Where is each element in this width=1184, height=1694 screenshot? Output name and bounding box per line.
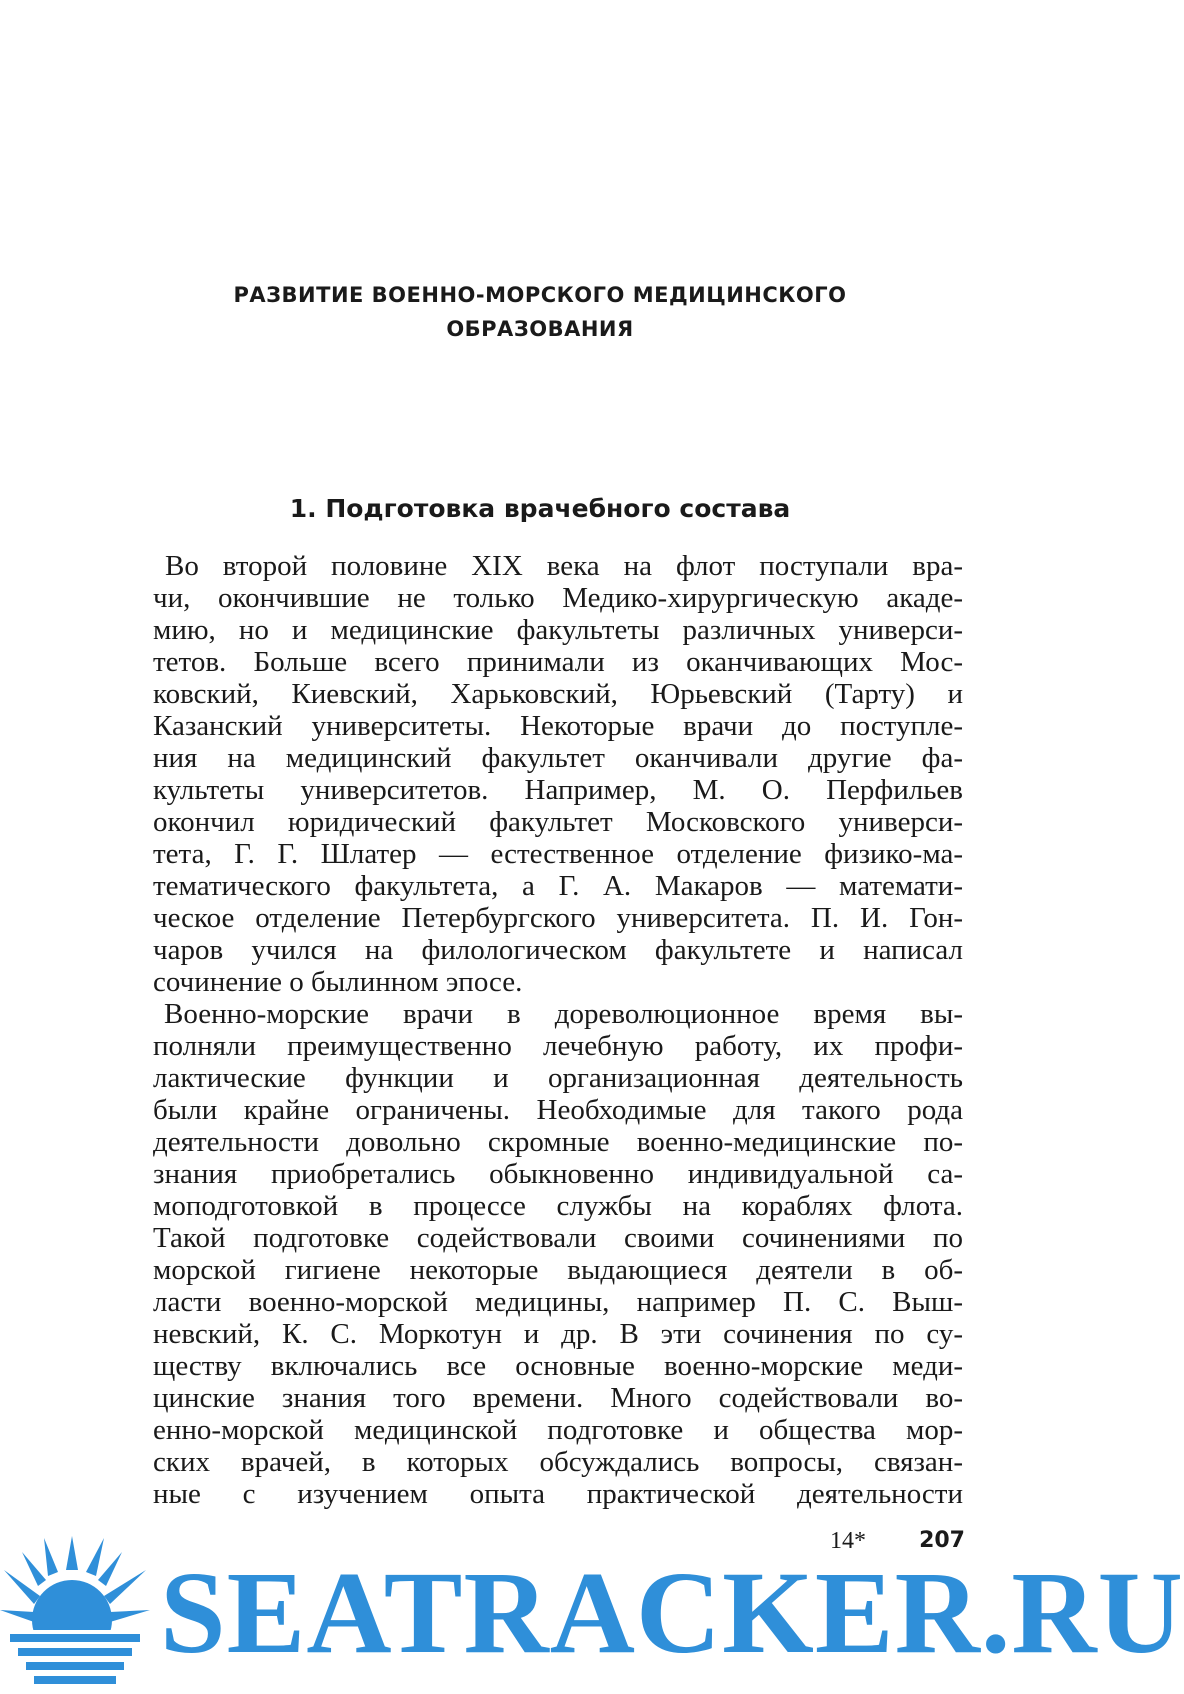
text-line: ковский, Киевский, Харьковский, Юрьевский (Тарту) и: [153, 678, 963, 710]
text-line: ских врачей, в которых обсуждались вопросы, связан-: [153, 1446, 963, 1478]
text-line: ческое отделение Петербургского университета. П. И. Гон-: [153, 902, 963, 934]
text-line: Казанский университеты. Некоторые врачи до поступле-: [153, 710, 963, 742]
text-line: культеты университетов. Например, М. О. Перфильев: [153, 774, 963, 806]
sun-icon: [0, 1530, 160, 1694]
text-line: тематического факультета, а Г. А. Макаров — математи-: [153, 870, 963, 902]
chapter-title-line-1: РАЗВИТИЕ ВОЕННО-МОРСКОГО МЕДИЦИНСКОГО: [233, 283, 847, 307]
text-line: ласти военно-морской медицины, например П. С. Выш-: [153, 1286, 963, 1318]
text-line: ществу включались все основные военно-морские меди-: [153, 1350, 963, 1382]
text-line: лактические функции и организационная деятельность: [153, 1062, 963, 1094]
text-line: невский, К. С. Моркотун и др. В эти сочинения по су-: [153, 1318, 963, 1350]
text-line: чаров учился на филологическом факультете и написал: [153, 934, 963, 966]
watermark-text: SEATRACKER.RU: [160, 1547, 1184, 1678]
text-line: знания приобретались обыкновенно индивидуальной са-: [153, 1158, 963, 1190]
text-line: были крайне ограничены. Необходимые для такого рода: [153, 1094, 963, 1126]
paragraph-2: [153, 998, 963, 1510]
text-line: деятельности довольно скромные военно-медицинские по-: [153, 1126, 963, 1158]
text-line: Во второй половине XIX века на флот поступали вра-: [165, 550, 963, 582]
text-line: ные с изучением опыта практической деятельности: [153, 1478, 963, 1510]
text-line: тетов. Больше всего принимали из оканчивающих Мос-: [153, 646, 963, 678]
text-line: моподготовкой в процессе службы на кораблях флота.: [153, 1190, 963, 1222]
text-line: ния на медицинский факультет оканчивали другие фа-: [153, 742, 963, 774]
text-line: морской гигиене некоторые выдающиеся деятели в об-: [153, 1254, 963, 1286]
paragraph-1: [153, 550, 963, 998]
text-line: тета, Г. Г. Шлатер — естественное отделение физико-ма-: [153, 838, 963, 870]
chapter-title-line-2: ОБРАЗОВАНИЯ: [446, 317, 634, 341]
text-line: цинские знания того времени. Много содействовали во-: [153, 1382, 963, 1414]
watermark: [0, 1530, 1184, 1694]
text-line: енно-морской медицинской подготовке и общества мор-: [153, 1414, 963, 1446]
chapter-title: [150, 278, 930, 346]
text-line: окончил юридический факультет Московского универси-: [153, 806, 963, 838]
text-line: Военно-морские врачи в дореволюционное время вы-: [164, 998, 963, 1030]
text-line: чи, окончившие не только Медико-хирургическую акаде-: [153, 582, 963, 614]
signature-mark: 14*: [830, 1528, 866, 1554]
text-line: сочинение о былинном эпосе.: [153, 966, 523, 998]
text-line: полняли преимущественно лечебную работу, их профи-: [153, 1030, 963, 1062]
page-number: 207: [919, 1528, 965, 1553]
text-line: Такой подготовке содействовали своими сочинениями по: [153, 1222, 963, 1254]
body-text: [153, 550, 963, 1510]
text-line: мию, но и медицинские факультеты различных универси-: [153, 614, 963, 646]
section-heading: 1. Подготовка врачебного состава: [289, 494, 791, 523]
